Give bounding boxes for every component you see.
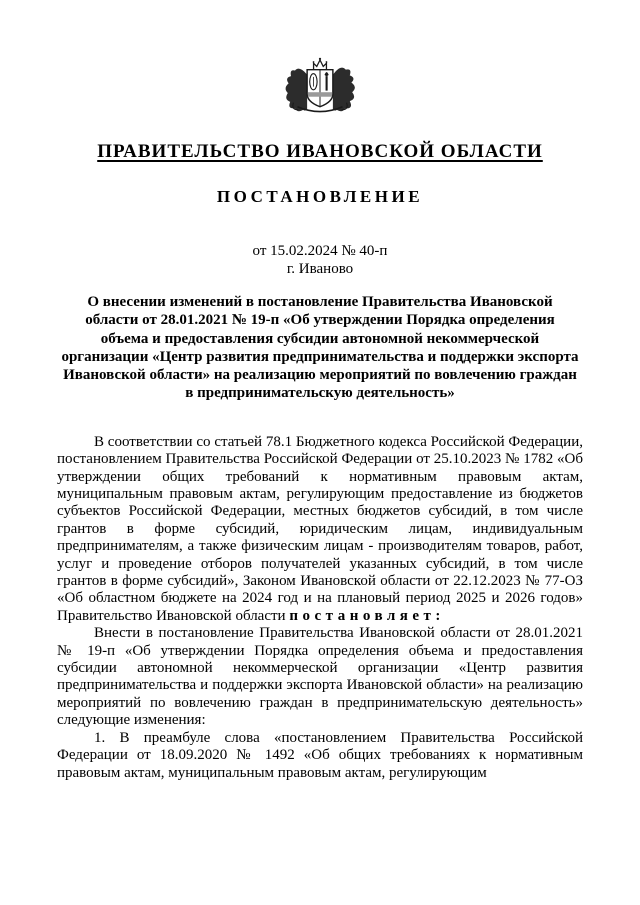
- subject-title: О внесении изменений в постановление Правительства Ивановской области от 28.01.2021 № 19-п «Об утверждении Порядка определения объема и предоставления субсидии автономной некоммерческой организации «Центр развития предпринимательства и поддержки экспорта Ивановской области» на реализацию мероприятий по вовлечению граждан в предпринимательскую деятельность»: [61, 294, 579, 402]
- paragraph-item-1: 1. В преамбуле слова «постановлением Правительства Российской Федерации от 18.09.2020 № 1492 «Об общих требованиях к нормативным правовым актам, муниципальным правовым актам, регулирующим: [57, 729, 583, 781]
- city-line: г. Иваново: [286, 260, 354, 277]
- paragraph-amendment-intro: Внести в постановление Правительства Ивановской области от 28.01.2021 № 19-п «Об утверждении Порядка определения объема и предоставления субсидии автономной некоммерческой организации «Центр развития предпринимательства и поддержки экспорта Ивановской области» на реализацию мероприятий по вовлечению граждан в предпринимательскую деятельность» следующие изменения:: [57, 625, 583, 729]
- date-number-line: от 15.02.2024 № 40-п: [252, 243, 388, 259]
- paragraph-preamble: [57, 434, 583, 625]
- doc-type-title: ПОСТАНОВЛЕНИЕ: [216, 187, 424, 206]
- org-title-text: ПРАВИТЕЛЬСТВО ИВАНОВСКОЙ ОБЛАСТИ: [97, 141, 543, 162]
- resolves-keyword: постановляет:: [289, 607, 445, 624]
- preamble-text: В соответствии со статьей 78.1 Бюджетного кодекса Российской Федерации, постановлением Правительства Российской Федерации от 25.10.2023 № 1782 «Об утверждении общих требований к нормативным правовым актам, муниципальным правовым актам, регулирующим предоставление из бюджетов субъектов Российской Федерации, местных бюджетов субсидий, в том числе грантов в форме субсидий, юридическим лицам, индивидуальным предпринимателям, а также физическим лицам - производителям товаров, работ, услуг и проведение отборов получателей указанных субсидий, в том числе грантов в форме субсидий», Законом Ивановской области от 22.12.2023 № 77-ОЗ «Об областном бюджете на 2024 год и на плановый период 2025 и 2026 годов» Правительство Ивановской области: [57, 433, 583, 624]
- org-title: [0, 141, 640, 163]
- doc-meta: [0, 243, 640, 278]
- ivanovo-oblast-coat-of-arms-icon: [279, 56, 361, 122]
- document-body: [57, 434, 583, 782]
